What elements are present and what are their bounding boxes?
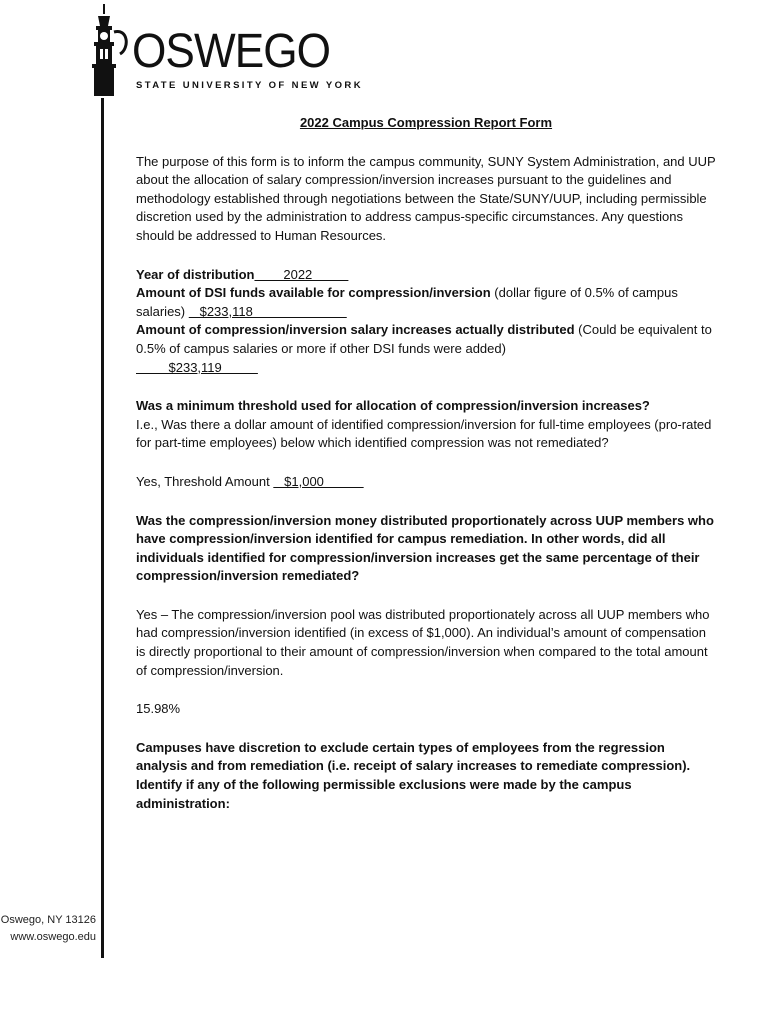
threshold-question-detail: I.e., Was there a dollar amount of identified compression/inversion for full-time employees (pro-rated for part-time employees) below which identified compression was not remediated? (136, 416, 712, 451)
clock-tower-icon (84, 4, 132, 96)
distributed-value: $233,119 (136, 359, 258, 375)
page-title: 2022 Campus Compression Report Form (299, 115, 553, 130)
year-label: Year of distribution (136, 266, 255, 282)
dsi-label: Amount of DSI funds available for compression/inversion (136, 285, 491, 301)
year-value: 2022 (254, 266, 349, 282)
percent-value: 15.98% (136, 701, 181, 717)
threshold-label: Yes, Threshold Amount (136, 473, 274, 489)
address-city: Oswego, NY 13126 (0, 914, 96, 926)
form-body (136, 114, 716, 813)
logo-subtitle: STATE UNIVERSITY OF NEW YORK (136, 80, 363, 91)
intro-paragraph: The purpose of this form is to inform the campus community, SUNY System Administration, and UUP about the allocation of salary compression/inversion increases pursuant to the guidelines and methodology established through negotiations between the State/SUNY/UUP, including permissible discretion used by the administration to address campus-specific circumstances. Any questions should be addressed to Human Resources. (136, 153, 716, 243)
sidebar-divider (101, 98, 104, 958)
funds-section (136, 266, 716, 378)
logo-wordmark: OSWEGO (132, 25, 331, 78)
proportional-question: Was the compression/inversion money distributed proportionately across UUP members who have compression/inversion identified for campus remediation. In other words, did all individuals identified for compression/inversion increases get the same percentage of their compression/inversion remediated? (136, 512, 714, 584)
distributed-label: Amount of compression/inversion salary increases actually distributed (136, 322, 575, 338)
dsi-value: $233,118 (188, 303, 347, 319)
exclusions-question: Campuses have discretion to exclude certain types of employees from the regression analysis and from remediation (i.e. receipt of salary increases to remediate compression). Identify if any of the following permissible exclusions were made by the campus administration: (136, 739, 691, 811)
oswego-logo (84, 4, 363, 96)
dsi-note: (dollar figure of 0.5% of campus salaries) (136, 285, 678, 319)
address-website: www.oswego.edu (10, 931, 96, 943)
address-block (0, 912, 96, 946)
threshold-question (136, 397, 716, 453)
threshold-value: $1,000 (273, 473, 364, 489)
proportional-answer: Yes – The compression/inversion pool was distributed proportionately across all UUP members who had compression/inversion identified (in excess of $1,000). An individual’s amount of compensation is directly proportional to their amount of compression/inversion when compared to the total amount of compression/inversion. (136, 606, 710, 678)
threshold-answer (136, 473, 716, 492)
distributed-note: (Could be equivalent to 0.5% of campus salaries or more if other DSI funds were added) (136, 322, 712, 356)
threshold-question-heading: Was a minimum threshold used for allocation of compression/inversion increases? (136, 398, 650, 414)
